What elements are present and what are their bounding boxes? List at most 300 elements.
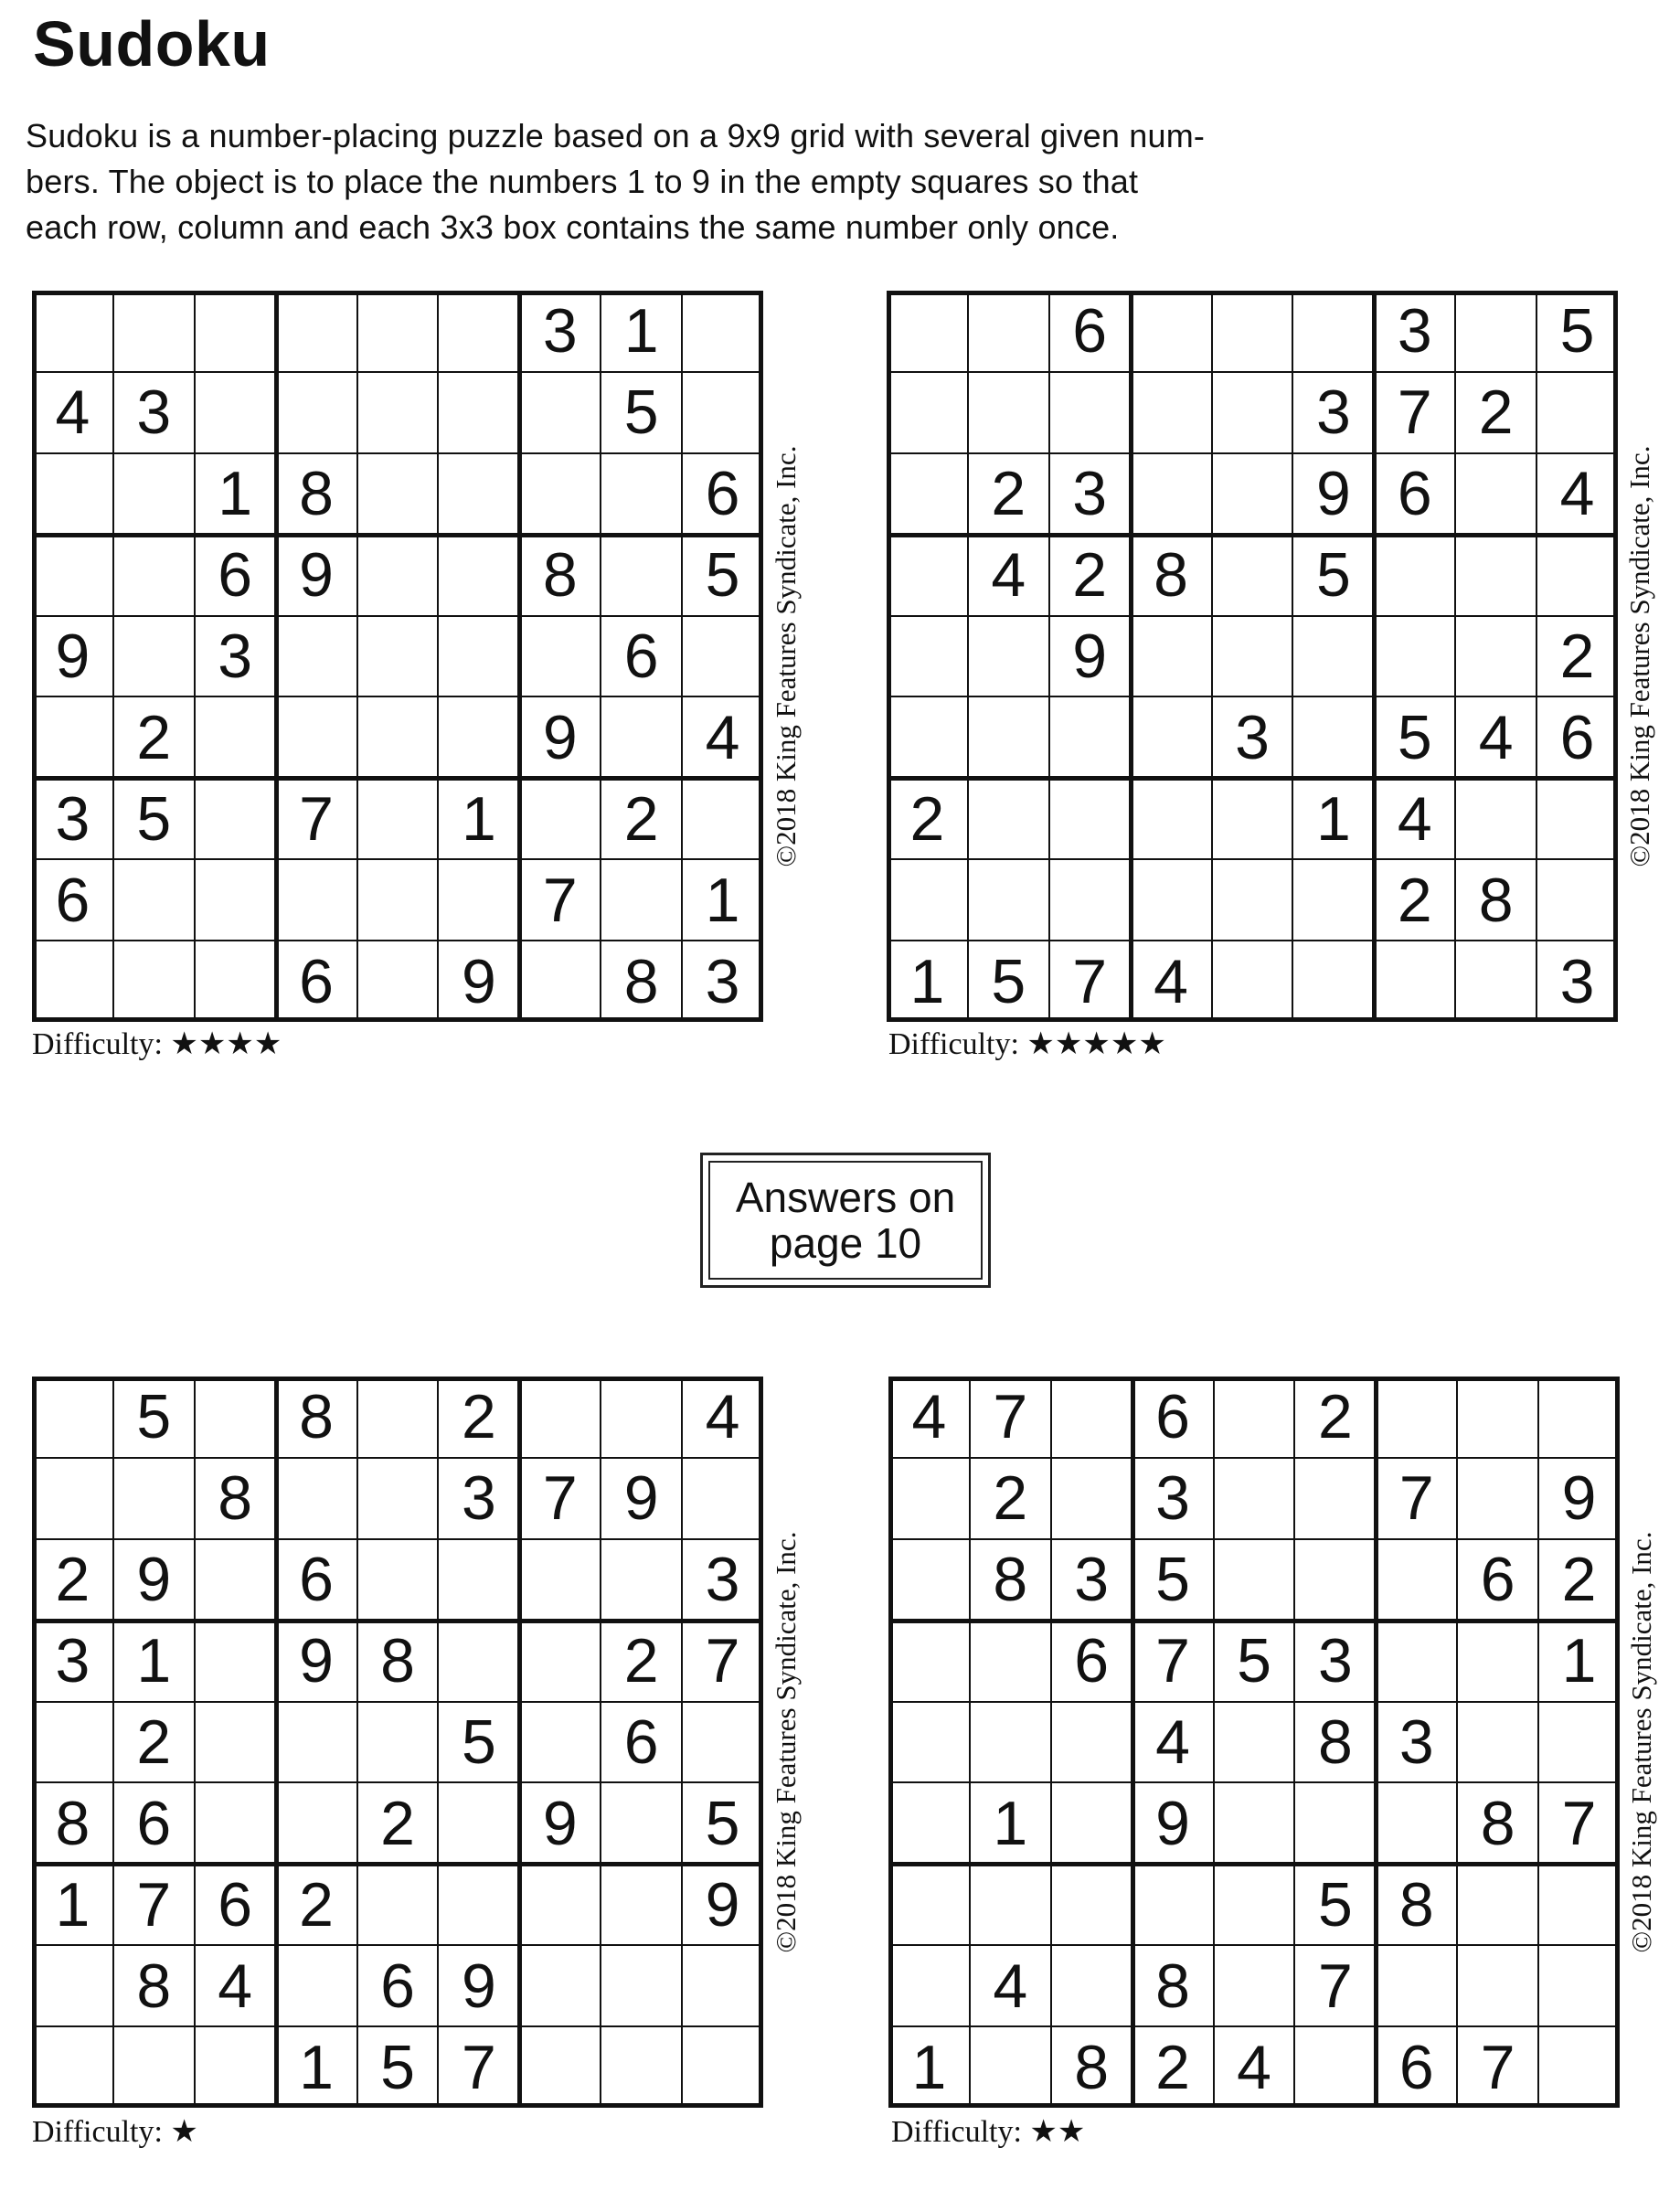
difficulty-stars: ★	[170, 2115, 198, 2149]
difficulty-stars: ★★	[1029, 2115, 1086, 2149]
sudoku-cell	[1376, 1621, 1457, 1702]
sudoku-cell: 2	[1561, 1545, 1597, 1615]
sudoku-cell: 3	[1559, 946, 1595, 1016]
sudoku-cell: 6	[299, 946, 334, 1016]
grid-line	[888, 1538, 1620, 1540]
sudoku-cell: 2	[136, 1706, 172, 1777]
sudoku-cell: 2	[993, 1463, 1028, 1534]
sudoku-cell	[1536, 372, 1618, 453]
sudoku-cell: 3	[1317, 1626, 1353, 1696]
sudoku-cell	[1457, 1458, 1538, 1539]
sudoku-cell	[1294, 1539, 1376, 1621]
sudoku-cell	[32, 1702, 113, 1783]
sudoku-cell	[968, 616, 1049, 697]
sudoku-cell: 7	[461, 2032, 496, 2102]
grid-line	[887, 371, 1618, 373]
sudoku-cell	[1376, 1377, 1457, 1458]
sudoku-cell	[1214, 1458, 1295, 1539]
sudoku-cell	[519, 616, 601, 697]
sudoku-cell: 2	[1397, 865, 1432, 935]
sudoku-cell: 4	[705, 702, 740, 772]
sudoku-cell: 8	[1480, 1788, 1515, 1858]
sudoku-cell	[113, 1458, 195, 1539]
sudoku-cell	[1214, 1782, 1295, 1864]
sudoku-cell	[1538, 2026, 1620, 2108]
sudoku-cell	[1214, 1539, 1295, 1621]
answers-note-line: page 10	[769, 1219, 922, 1267]
sudoku-cell: 3	[1397, 296, 1432, 367]
sudoku-cell	[1214, 1945, 1295, 2026]
sudoku-cell	[276, 696, 357, 778]
sudoku-cell	[113, 941, 195, 1022]
sudoku-cell: 4	[1397, 783, 1432, 854]
sudoku-cell: 1	[705, 865, 740, 935]
grid-line	[600, 1377, 601, 2108]
grid-line	[32, 1538, 763, 1540]
sudoku-cell	[682, 778, 763, 859]
box-divider-line	[1615, 1377, 1620, 2108]
grid-line	[887, 615, 1618, 617]
sudoku-cell	[682, 1945, 763, 2026]
sudoku-cell	[1212, 778, 1293, 859]
sudoku-cell	[1051, 1945, 1132, 2026]
sudoku-cell	[1212, 859, 1293, 941]
sudoku-cell	[1051, 1864, 1132, 1945]
sudoku-cell: 3	[1155, 1463, 1190, 1534]
sudoku-cell	[968, 291, 1049, 372]
sudoku-cell: 4	[911, 1382, 947, 1452]
sudoku-cell: 9	[705, 1869, 740, 1940]
sudoku-cell: 6	[218, 540, 253, 611]
sudoku-cell	[601, 453, 682, 535]
sudoku-cell	[32, 291, 113, 372]
grid-line	[356, 291, 358, 1022]
sudoku-cell	[1131, 291, 1212, 372]
sudoku-cell	[682, 1702, 763, 1783]
sudoku-cell: 5	[1155, 1545, 1190, 1615]
sudoku-cell	[970, 1864, 1051, 1945]
sudoku-cell	[1376, 1539, 1457, 1621]
sudoku-cell	[357, 1702, 439, 1783]
sudoku-cell: 6	[623, 621, 659, 691]
sudoku-cell: 4	[1478, 702, 1514, 772]
sudoku-cell	[438, 535, 519, 616]
sudoku-cell	[601, 859, 682, 941]
sudoku-cell	[682, 1458, 763, 1539]
sudoku-puzzle-4	[888, 1377, 1620, 2108]
box-divider-line	[32, 291, 37, 1022]
box-divider-line	[887, 533, 1618, 537]
sudoku-cell: 3	[1315, 377, 1351, 448]
box-divider-line	[888, 1377, 893, 2108]
grid-line	[1050, 1377, 1052, 2108]
box-divider-line	[32, 291, 763, 295]
grid-line	[32, 371, 763, 373]
box-divider-line	[32, 533, 763, 537]
box-divider-line	[888, 1862, 1620, 1866]
sudoku-puzzle-1	[32, 291, 763, 1022]
sudoku-cell: 9	[542, 1788, 578, 1858]
sudoku-cell: 3	[55, 783, 90, 854]
sudoku-cell	[113, 616, 195, 697]
sudoku-cell: 9	[623, 1463, 659, 1534]
sudoku-cell	[32, 941, 113, 1022]
difficulty-rating	[891, 2113, 1085, 2150]
sudoku-cell	[1049, 778, 1131, 859]
sudoku-cell: 6	[1397, 459, 1432, 529]
sudoku-cell: 2	[55, 1545, 90, 1615]
sudoku-cell	[32, 1945, 113, 2026]
sudoku-cell	[1294, 2026, 1376, 2108]
sudoku-cell	[887, 372, 968, 453]
sudoku-cell	[968, 696, 1049, 778]
grid-line	[888, 1701, 1620, 1703]
sudoku-cell	[1292, 696, 1374, 778]
grid-line	[32, 858, 763, 860]
sudoku-cell	[195, 291, 276, 372]
sudoku-cell	[1294, 1782, 1376, 1864]
sudoku-cell	[1455, 616, 1536, 697]
sudoku-cell: 6	[705, 459, 740, 529]
box-divider-line	[517, 291, 522, 1022]
sudoku-cell	[1212, 941, 1293, 1022]
sudoku-cell: 7	[1561, 1788, 1597, 1858]
sudoku-cell	[519, 372, 601, 453]
sudoku-cell	[1374, 535, 1455, 616]
box-divider-line	[32, 776, 763, 781]
sudoku-cell	[276, 1702, 357, 1783]
grid-line	[887, 696, 1618, 697]
sudoku-cell: 3	[218, 621, 253, 691]
sudoku-cell	[888, 1621, 970, 1702]
answers-note-box	[700, 1153, 991, 1288]
grid-line	[887, 858, 1618, 860]
sudoku-cell: 3	[1398, 1706, 1434, 1777]
sudoku-cell	[888, 1864, 970, 1945]
sudoku-cell	[887, 535, 968, 616]
sudoku-cell: 4	[55, 377, 90, 448]
sudoku-cell: 5	[461, 1706, 496, 1777]
sudoku-cell: 9	[542, 702, 578, 772]
sudoku-cell	[276, 1945, 357, 2026]
sudoku-cell	[519, 941, 601, 1022]
grid-line	[888, 1781, 1620, 1783]
sudoku-cell	[1131, 372, 1212, 453]
answers-note-inner	[708, 1161, 983, 1280]
sudoku-cell	[1457, 1864, 1538, 1945]
grid-line	[32, 1944, 763, 1946]
sudoku-cell: 8	[380, 1626, 415, 1696]
sudoku-cell	[601, 1539, 682, 1621]
intro-line: Sudoku is a number-placing puzzle based on a 9x9 grid with several given num-	[26, 117, 1206, 154]
sudoku-cell	[1212, 616, 1293, 697]
sudoku-cell	[1049, 696, 1131, 778]
sudoku-cell	[968, 372, 1049, 453]
sudoku-cell	[1131, 616, 1212, 697]
sudoku-cell	[1374, 616, 1455, 697]
sudoku-cell: 5	[623, 377, 659, 448]
sudoku-cell	[438, 696, 519, 778]
sudoku-cell	[1457, 1945, 1538, 2026]
grid-line	[32, 696, 763, 697]
sudoku-cell	[113, 453, 195, 535]
sudoku-cell	[1538, 1864, 1620, 1945]
difficulty-rating	[32, 2113, 198, 2150]
box-divider-line	[1372, 291, 1377, 1022]
sudoku-cell: 8	[1154, 540, 1188, 611]
sudoku-cell: 3	[542, 296, 578, 367]
sudoku-cell: 3	[461, 1463, 496, 1534]
sudoku-cell: 7	[705, 1626, 740, 1696]
grid-line	[112, 291, 114, 1022]
sudoku-cell: 8	[299, 459, 334, 529]
copyright-notice: ©2018 King Features Syndicate, Inc.	[1623, 445, 1655, 867]
sudoku-cell: 9	[1561, 1463, 1597, 1534]
grid-line	[437, 1377, 439, 2108]
sudoku-cell: 1	[1561, 1626, 1597, 1696]
sudoku-cell	[195, 372, 276, 453]
sudoku-cell: 2	[1478, 377, 1514, 448]
sudoku-cell: 8	[1398, 1869, 1434, 1940]
sudoku-cell	[1538, 1945, 1620, 2026]
grid-line	[112, 1377, 114, 2108]
difficulty-stars: ★★★★	[170, 1027, 282, 1061]
sudoku-cell: 8	[623, 946, 659, 1016]
sudoku-cell: 7	[993, 1382, 1028, 1452]
sudoku-cell	[195, 1539, 276, 1621]
sudoku-cell	[1455, 535, 1536, 616]
sudoku-cell	[887, 616, 968, 697]
sudoku-cell: 3	[1072, 459, 1108, 529]
grid-line	[1454, 291, 1456, 1022]
grid-line	[194, 291, 196, 1022]
sudoku-cell: 5	[1559, 296, 1595, 367]
sudoku-cell	[1455, 941, 1536, 1022]
sudoku-cell: 2	[1155, 2032, 1190, 2102]
answers-note-line: Answers on	[735, 1174, 956, 1221]
sudoku-cell: 5	[705, 1788, 740, 1858]
sudoku-cell	[438, 1782, 519, 1864]
sudoku-cell	[357, 941, 439, 1022]
sudoku-cell: 7	[542, 865, 578, 935]
sudoku-cell	[438, 1539, 519, 1621]
sudoku-cell: 3	[1074, 1545, 1110, 1615]
sudoku-cell	[113, 2026, 195, 2108]
sudoku-cell	[195, 1377, 276, 1458]
grid-line	[32, 615, 763, 617]
sudoku-cell: 9	[1315, 459, 1351, 529]
sudoku-cell	[1212, 372, 1293, 453]
sudoku-cell	[519, 1945, 601, 2026]
sudoku-cell: 2	[623, 1626, 659, 1696]
sudoku-cell: 4	[705, 1382, 740, 1452]
sudoku-cell: 4	[1154, 946, 1188, 1016]
grid-line	[969, 1377, 971, 2108]
sudoku-cell	[276, 859, 357, 941]
sudoku-cell	[276, 616, 357, 697]
sudoku-cell	[888, 1539, 970, 1621]
sudoku-cell	[357, 1377, 439, 1458]
box-divider-line	[887, 291, 891, 1022]
sudoku-cell: 3	[55, 1626, 90, 1696]
sudoku-cell	[1131, 696, 1212, 778]
box-divider-line	[32, 1377, 763, 1381]
grid-line	[194, 1377, 196, 2108]
sudoku-cell	[1214, 1377, 1295, 1458]
sudoku-cell: 8	[55, 1788, 90, 1858]
sudoku-cell	[1376, 1945, 1457, 2026]
box-divider-line	[1613, 291, 1618, 1022]
sudoku-cell: 5	[1317, 1869, 1353, 1940]
sudoku-cell: 4	[1559, 459, 1595, 529]
intro-text	[26, 113, 1333, 250]
sudoku-cell	[357, 616, 439, 697]
box-divider-line	[759, 1377, 763, 2108]
sudoku-cell	[601, 2026, 682, 2108]
grid-line	[1537, 1377, 1539, 2108]
sudoku-cell: 7	[1480, 2032, 1515, 2102]
sudoku-cell	[1457, 1702, 1538, 1783]
sudoku-cell	[1455, 778, 1536, 859]
sudoku-cell: 1	[218, 459, 253, 529]
sudoku-cell: 6	[55, 865, 90, 935]
box-divider-line	[1129, 291, 1133, 1022]
sudoku-cell	[438, 291, 519, 372]
sudoku-cell: 8	[1155, 1951, 1190, 2021]
sudoku-cell: 6	[1398, 2032, 1434, 2102]
sudoku-cell	[1374, 941, 1455, 1022]
sudoku-cell: 6	[218, 1869, 253, 1940]
sudoku-cell	[438, 453, 519, 535]
box-divider-line	[887, 291, 1618, 295]
box-divider-line	[1131, 1377, 1135, 2108]
sudoku-cell: 6	[380, 1951, 415, 2021]
sudoku-cell	[519, 778, 601, 859]
sudoku-cell	[887, 291, 968, 372]
sudoku-cell: 6	[1155, 1382, 1190, 1452]
sudoku-cell: 5	[1237, 1626, 1271, 1696]
box-divider-line	[32, 1619, 763, 1623]
grid-line	[437, 291, 439, 1022]
sudoku-cell: 9	[1155, 1788, 1190, 1858]
sudoku-cell	[195, 1702, 276, 1783]
sudoku-cell: 5	[136, 783, 172, 854]
difficulty-label: Difficulty:	[32, 1027, 163, 1061]
sudoku-cell	[601, 1864, 682, 1945]
sudoku-cell: 5	[705, 540, 740, 611]
sudoku-cell	[1294, 1458, 1376, 1539]
sudoku-cell	[888, 1458, 970, 1539]
sudoku-cell	[519, 1864, 601, 1945]
sudoku-cell: 8	[542, 540, 578, 611]
sudoku-cell: 9	[461, 946, 496, 1016]
box-divider-line	[887, 1017, 1618, 1022]
sudoku-cell	[1455, 291, 1536, 372]
sudoku-cell	[1131, 778, 1212, 859]
sudoku-cell: 2	[909, 783, 945, 854]
grid-line	[967, 291, 969, 1022]
sudoku-cell: 4	[1155, 1706, 1190, 1777]
sudoku-cell: 1	[911, 2032, 947, 2102]
sudoku-cell: 9	[1072, 621, 1108, 691]
sudoku-cell: 9	[55, 621, 90, 691]
sudoku-cell	[195, 941, 276, 1022]
sudoku-cell: 4	[993, 1951, 1028, 2021]
grid-line	[887, 452, 1618, 454]
sudoku-cell: 2	[136, 702, 172, 772]
sudoku-cell: 2	[991, 459, 1026, 529]
difficulty-label: Difficulty:	[888, 1027, 1019, 1061]
sudoku-cell: 9	[136, 1545, 172, 1615]
sudoku-cell	[1212, 291, 1293, 372]
sudoku-cell	[195, 778, 276, 859]
box-divider-line	[1374, 1377, 1378, 2108]
sudoku-cell	[601, 696, 682, 778]
sudoku-cell: 3	[705, 946, 740, 1016]
sudoku-cell: 4	[991, 540, 1026, 611]
sudoku-cell	[357, 1458, 439, 1539]
sudoku-cell	[1051, 1377, 1132, 1458]
sudoku-cell: 2	[1559, 621, 1595, 691]
box-divider-line	[32, 1017, 763, 1022]
sudoku-cell: 7	[136, 1869, 172, 1940]
difficulty-rating	[32, 1026, 282, 1062]
sudoku-cell	[1049, 372, 1131, 453]
difficulty-stars: ★★★★★	[1026, 1027, 1166, 1061]
sudoku-cell: 5	[136, 1382, 172, 1452]
grid-line	[1292, 291, 1293, 1022]
sudoku-cell: 6	[623, 1706, 659, 1777]
grid-line	[32, 1781, 763, 1783]
difficulty-label: Difficulty:	[891, 2115, 1022, 2149]
sudoku-cell	[1292, 616, 1374, 697]
sudoku-cell	[113, 291, 195, 372]
sudoku-cell	[682, 372, 763, 453]
sudoku-cell	[682, 2026, 763, 2108]
sudoku-cell	[1536, 778, 1618, 859]
box-divider-line	[274, 291, 279, 1022]
sudoku-cell: 6	[1480, 1545, 1515, 1615]
sudoku-cell	[1214, 1702, 1295, 1783]
sudoku-cell	[438, 859, 519, 941]
grid-line	[888, 1944, 1620, 1946]
sudoku-cell	[357, 453, 439, 535]
sudoku-cell	[1212, 535, 1293, 616]
grid-line	[32, 452, 763, 454]
box-divider-line	[32, 1862, 763, 1866]
sudoku-cell: 5	[991, 946, 1026, 1016]
box-divider-line	[32, 2103, 763, 2108]
sudoku-cell: 8	[218, 1463, 253, 1534]
sudoku-cell: 2	[380, 1788, 415, 1858]
grid-line	[887, 940, 1618, 941]
sudoku-cell	[32, 535, 113, 616]
sudoku-cell	[1536, 535, 1618, 616]
grid-line	[32, 1457, 763, 1459]
sudoku-cell	[438, 1864, 519, 1945]
sudoku-cell: 1	[909, 946, 945, 1016]
sudoku-cell: 2	[1317, 1382, 1353, 1452]
sudoku-cell	[519, 1377, 601, 1458]
sudoku-cell: 1	[461, 783, 496, 854]
sudoku-cell	[438, 372, 519, 453]
sudoku-cell	[601, 1945, 682, 2026]
sudoku-cell: 5	[1315, 540, 1351, 611]
sudoku-cell	[1131, 453, 1212, 535]
sudoku-cell	[887, 696, 968, 778]
sudoku-cell: 1	[136, 1626, 172, 1696]
sudoku-cell: 6	[1072, 296, 1108, 367]
